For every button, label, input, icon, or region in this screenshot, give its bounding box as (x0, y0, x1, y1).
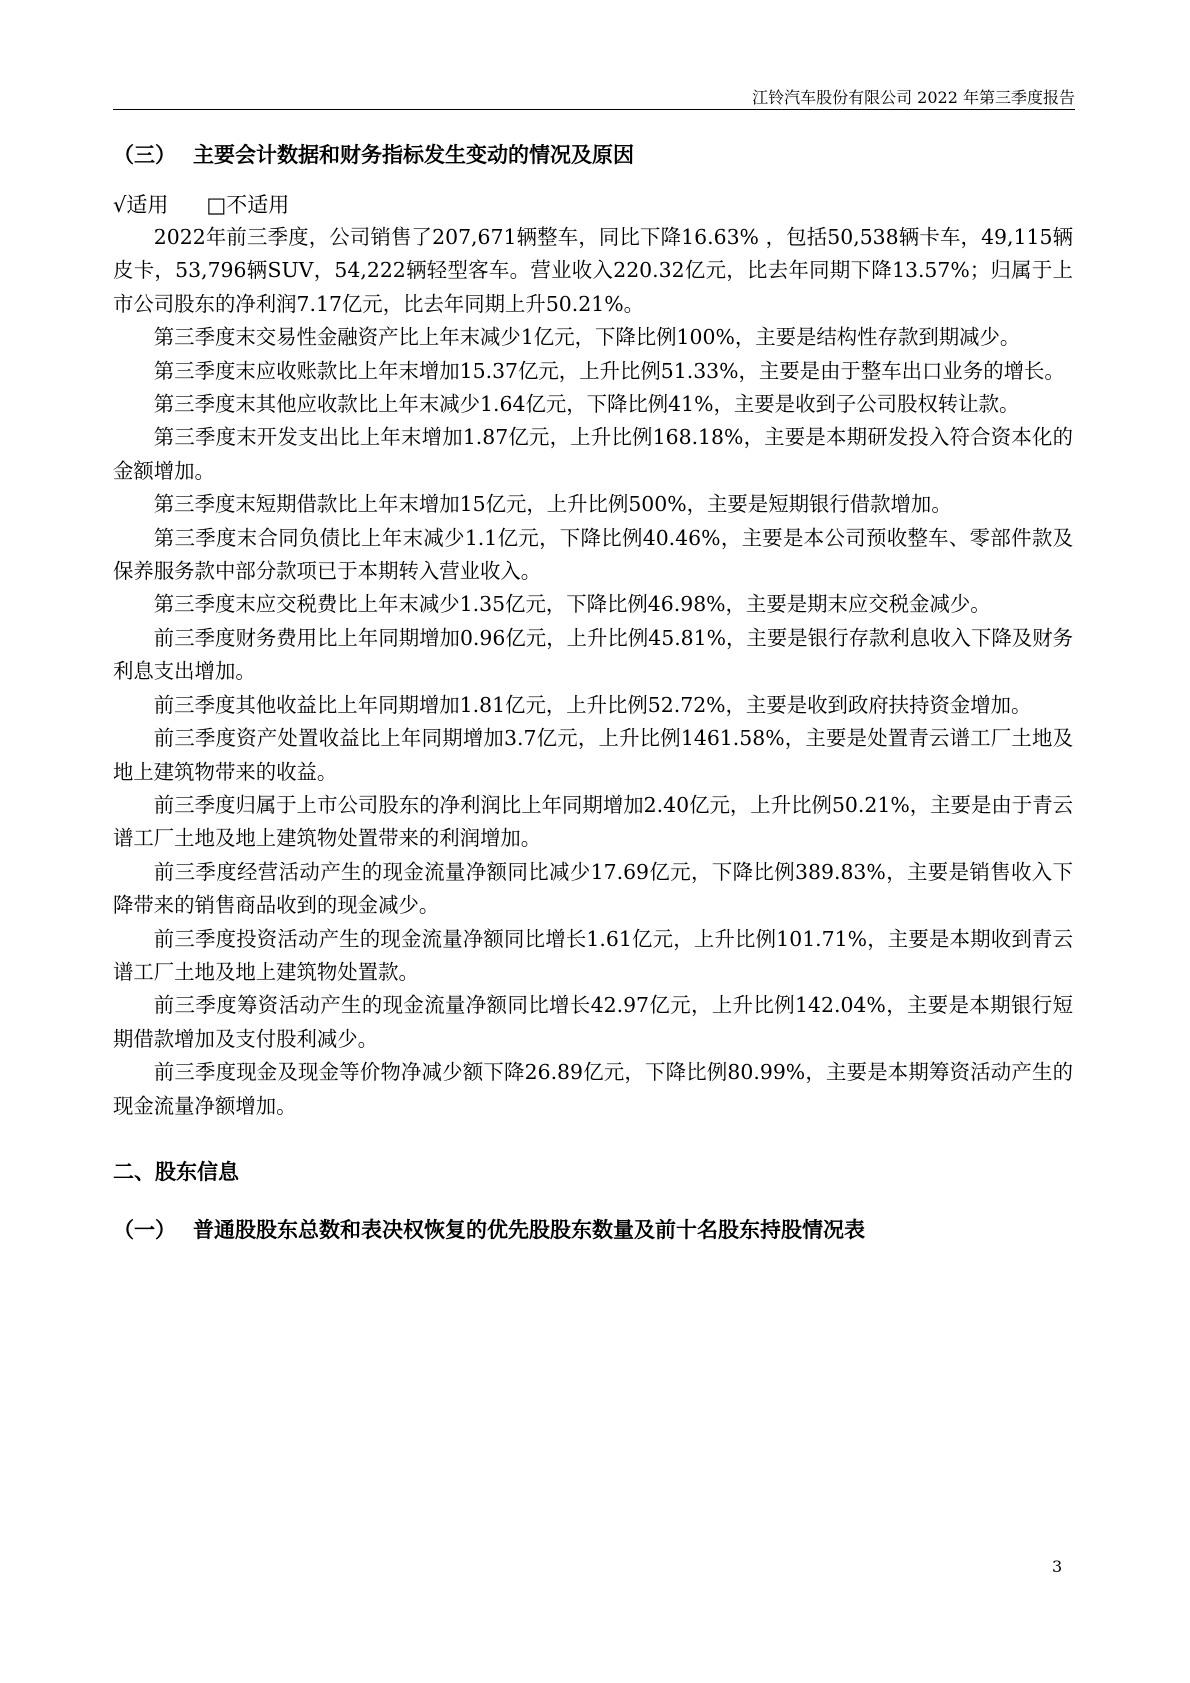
paragraph: 前三季度财务费用比上年同期增加0.96亿元，上升比例45.81%，主要是银行存款利息收入下降及财务利息支出增加。 (113, 625, 1073, 684)
shareholder-info-heading: 二、股东信息 (113, 1159, 239, 1184)
paragraph: 第三季度末合同负债比上年末减少1.1亿元，下降比例40.46%，主要是本公司预收整车、零部件款及保养服务款中部分款项已于本期转入营业收入。 (113, 525, 1073, 584)
shareholder-table-heading (113, 1215, 1073, 1245)
section-number: （一） (113, 1217, 176, 1242)
paragraph: 前三季度现金及现金等价物净减少额下降26.89亿元，下降比例80.99%，主要是本期筹资活动产生的现金流量净额增加。 (113, 1060, 1073, 1118)
paragraph: 第三季度末应收账款比上年末增加15.37亿元，上升比例51.33%，主要是由于整车出口业务的增长。 (153, 358, 1065, 383)
header-title: 江铃汽车股份有限公司 2022 年第三季度报告 (752, 88, 1075, 107)
applicable-option: √适用 (113, 193, 169, 217)
section-heading-accounting-changes (113, 140, 1073, 170)
section-number: （三） (113, 143, 176, 167)
paragraph: 第三季度末开发支出比上年末增加1.87亿元，上升比例168.18%，主要是本期研发投入符合资本化的金额增加。 (113, 425, 1073, 483)
paragraph: 第三季度末应交税费比上年末减少1.35亿元，下降比例46.98%，主要是期末应交税金减少。 (153, 592, 991, 617)
paragraph: 前三季度投资活动产生的现金流量净额同比增长1.61亿元，上升比例101.71%，主要是本期收到青云谱工厂土地及地上建筑物处置款。 (113, 926, 1073, 984)
section-title: 普通股股东总数和表决权恢复的优先股股东数量及前十名股东持股情况表 (193, 1217, 865, 1242)
paragraph: 前三季度资产处置收益比上年同期增加3.7亿元，上升比例1461.58%，主要是处置青云谱工厂土地及地上建筑物带来的收益。 (113, 726, 1073, 784)
applicability-line (113, 190, 1073, 221)
page-number: 3 (1052, 1557, 1063, 1576)
paragraph: 第三季度末短期借款比上年末增加15亿元，上升比例500%，主要是短期银行借款增加。 (153, 492, 952, 517)
explanation-paragraphs (113, 221, 1073, 1123)
paragraph: 2022年前三季度，公司销售了207,671辆整车，同比下降16.63% ，包括50,538辆卡车，49,115辆皮卡，53,796辆SUV，54,222辆轻型客车。营业收入220.32亿元，比去年同期下降13.57%；归属于上市公司股东的净利润7.17亿元，比去年同期上升50.21%。 (113, 225, 1073, 316)
page-header (113, 83, 1075, 110)
document-body (113, 140, 1073, 1245)
not-applicable-option: □不适用 (206, 193, 290, 217)
paragraph: 前三季度其他收益比上年同期增加1.81亿元，上升比例52.72%，主要是收到政府扶持资金增加。 (153, 692, 1032, 717)
paragraph: 第三季度末交易性金融资产比上年末减少1亿元，下降比例100%，主要是结构性存款到期减少。 (153, 325, 1021, 350)
paragraph: 前三季度筹资活动产生的现金流量净额同比增长42.97亿元，上升比例142.04%，主要是本期银行短期借款增加及支付股利减少。 (113, 993, 1073, 1051)
paragraph: 前三季度归属于上市公司股东的净利润比上年同期增加2.40亿元，上升比例50.21%，主要是由于青云谱工厂土地及地上建筑物处置带来的利润增加。 (113, 792, 1073, 851)
section-title: 主要会计数据和财务指标发生变动的情况及原因 (193, 143, 634, 167)
paragraph: 前三季度经营活动产生的现金流量净额同比减少17.69亿元，下降比例389.83%，主要是销售收入下降带来的销售商品收到的现金减少。 (113, 859, 1073, 918)
paragraph: 第三季度末其他应收款比上年末减少1.64亿元，下降比例41%，主要是收到子公司股权转让款。 (153, 392, 1020, 417)
